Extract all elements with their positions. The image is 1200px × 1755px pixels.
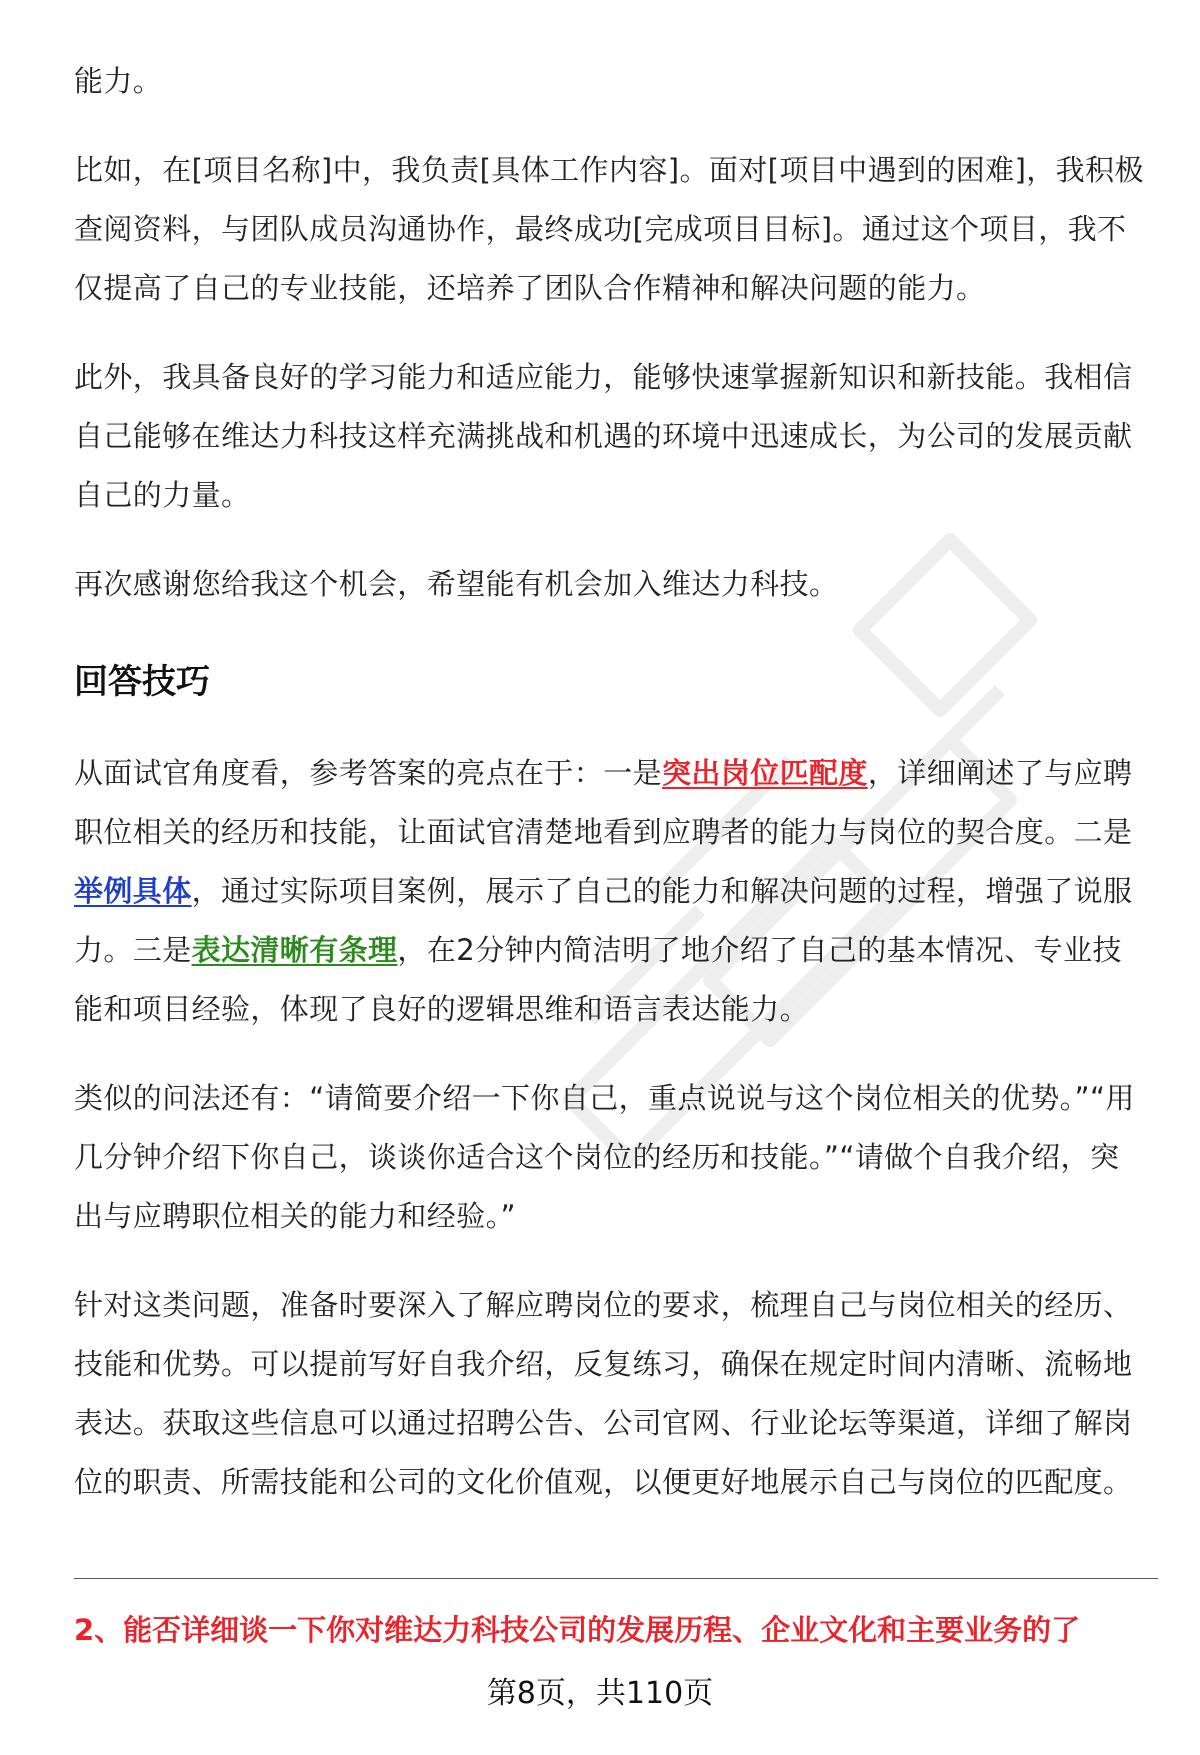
highlight-concrete-examples: 举例具体 [74, 874, 192, 908]
section-divider [74, 1578, 1158, 1579]
paragraph-ability-end: 能力。 [74, 64, 163, 98]
tips-text-4: ，在2分钟内简洁明了地介绍了自己的基本情况、专业技能和项目经验，体现了良好的逻辑思维和语言表达能力。 [74, 933, 1122, 1026]
paragraph-preparation-advice: 针对这类问题，准备时要深入了解应聘岗位的要求，梳理自己与岗位相关的经历、技能和优势。可以提前写好自我介绍，反复练习，确保在规定时间内清晰、流畅地表达。获取这些信息可以通过招聘公告、公司官网、行业论坛等渠道，详细了解岗位的职责、所需技能和公司的文化价值观，以便更好地展示自己与岗位的匹配度。 [74, 1288, 1133, 1499]
paragraph-project-example: 比如，在[项目名称]中，我负责[具体工作内容]。面对[项目中遇到的困难]，我积极查阅资料，与团队成员沟通协作，最终成功[完成项目目标]。通过这个项目，我不仅提高了自己的专业技能，还培养了团队合作精神和解决问题的能力。 [74, 153, 1144, 305]
paragraph-thanks: 再次感谢您给我这个机会，希望能有机会加入维达力科技。 [74, 567, 839, 601]
section-title-answer-tips: 回答技巧 [74, 662, 210, 702]
tips-text-1: 从面试官角度看，参考答案的亮点在于：一是 [74, 756, 663, 790]
paragraph-similar-questions: 类似的问法还有：“请简要介绍一下你自己，重点说说与这个岗位相关的优势。”“用几分钟介绍下你自己，谈谈你适合这个岗位的经历和技能。”“请做个自我介绍，突出与应聘职位相关的能力和经验。” [74, 1081, 1135, 1233]
next-question-heading: 2、能否详细谈一下你对维达力科技公司的发展历程、企业文化和主要业务的了 [74, 1613, 1081, 1647]
paragraph-interviewer-view [74, 744, 1148, 1039]
tips-text-2: ，详细阐述了与应聘职位相关的经历和技能，让面试官清楚地看到应聘者的能力与岗位的契合度。二是 [74, 756, 1133, 849]
highlight-clear-expression: 表达清晰有条理 [191, 933, 398, 967]
highlight-job-match: 突出岗位匹配度 [662, 756, 868, 790]
main-content [74, 52, 1148, 1542]
page-number: 第8页，共110页 [486, 1676, 714, 1711]
tips-text-3: ，通过实际项目案例，展示了自己的能力和解决问题的过程，增强了说服力。三是 [74, 874, 1133, 967]
paragraph-learning-ability: 此外，我具备良好的学习能力和适应能力，能够快速掌握新知识和新技能。我相信自己能够在维达力科技这样充满挑战和机遇的环境中迅速成长，为公司的发展贡献自己的力量。 [74, 360, 1133, 512]
